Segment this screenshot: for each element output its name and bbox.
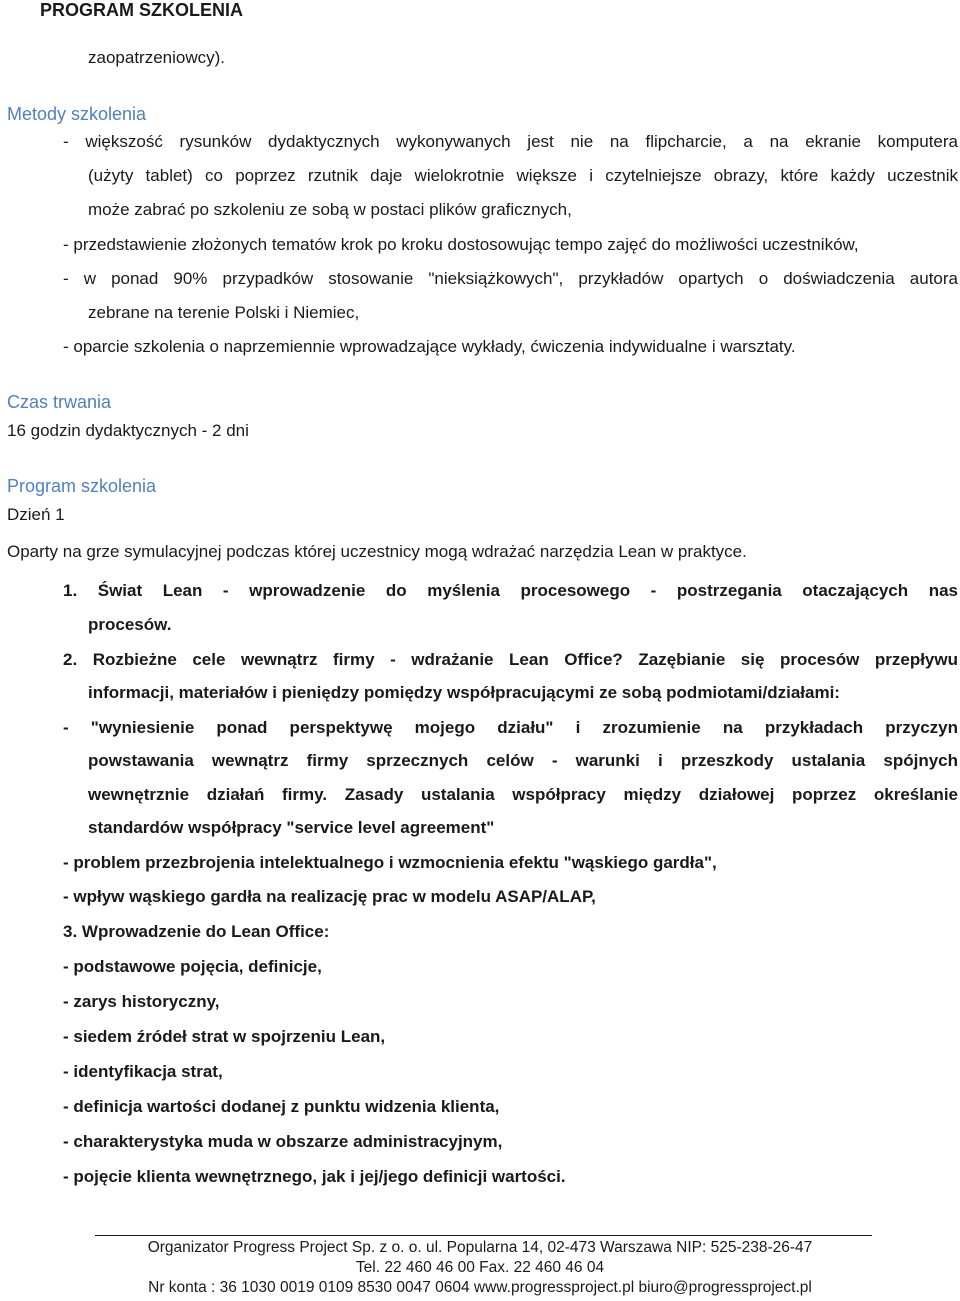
- program-point-3-item: - definicja wartości dodanej z punktu widzenia klienta,: [63, 1097, 500, 1116]
- program-point-3-title: 3. Wprowadzenie do Lean Office:: [63, 922, 330, 941]
- program-intro: Oparty na grze symulacyjnej podczas której uczestnicy mogą wdrażać narzędzia Lean w praktyce.: [7, 542, 747, 561]
- footer-phone-line: Tel. 22 460 46 00 Fax. 22 460 46 04: [355, 1259, 605, 1276]
- program-point-3-item: - zarys historyczny,: [63, 992, 220, 1011]
- program-point-3-item: - charakterystyka muda w obszarze administracyjnym,: [63, 1132, 503, 1151]
- program-day-label: Dzień 1: [7, 505, 65, 524]
- methods-item-1-line-3: może zabrać po szkoleniu ze sobą w postaci plików graficznych,: [88, 200, 572, 219]
- program-point-3-item: - podstawowe pojęcia, definicje,: [63, 957, 322, 976]
- program-point-2-sub-1-line-2: powstawania wewnątrz firmy sprzecznych celów - warunki i przeszkody ustalania spójnych: [88, 751, 958, 770]
- program-point-3-item: - pojęcie klienta wewnętrznego, jak i jej/jego definicji wartości.: [63, 1167, 566, 1186]
- intro-tail-text: zaopatrzeniowcy).: [88, 48, 226, 67]
- footer-divider: [95, 1235, 872, 1236]
- program-point-2-line-2: informacji, materiałów i pieniędzy pomiędzy współpracującymi ze sobą podmiotami/działami:: [88, 683, 840, 702]
- methods-heading: Metody szkolenia: [7, 104, 147, 124]
- footer-account-line: Nr konta : 36 1030 0019 0109 8530 0047 0604 www.progressproject.pl biuro@progressproject.pl: [148, 1279, 812, 1296]
- footer-organizer-line: Organizator Progress Project Sp. z o. o. ul. Popularna 14, 02-473 Warszawa NIP: 525-238-26-47: [147, 1239, 813, 1256]
- program-point-2-sub-1-line-3: wewnętrznie działań firmy. Zasady ustalania współpracy między działowej poprzez określanie: [88, 785, 958, 804]
- program-point-2-sub-1-line-1: - "wyniesienie ponad perspektywę mojego działu" i zrozumienie na przykładach przyczyn: [63, 718, 958, 737]
- duration-value: 16 godzin dydaktycznych - 2 dni: [7, 421, 249, 440]
- program-point-2-sub-3: - wpływ wąskiego gardła na realizację prac w modelu ASAP/ALAP,: [63, 887, 596, 906]
- program-point-1-line-2: procesów.: [88, 615, 172, 634]
- program-point-3-item: - siedem źródeł strat w spojrzeniu Lean,: [63, 1027, 386, 1046]
- program-point-2-sub-2: - problem przezbrojenia intelektualnego i wzmocnienia efektu "wąskiego gardła",: [63, 853, 717, 872]
- methods-item-4: - oparcie szkolenia o naprzemiennie wprowadzające wykłady, ćwiczenia indywidualne i warsztaty.: [63, 337, 796, 356]
- program-point-3-item: - identyfikacja strat,: [63, 1062, 223, 1081]
- methods-item-3-line-1: - w ponad 90% przypadków stosowanie "nieksiążkowych", przykładów opartych o doświadczenia autora: [63, 269, 958, 288]
- document-header-title: PROGRAM SZKOLENIA: [40, 0, 244, 20]
- methods-item-2: - przedstawienie złożonych tematów krok po kroku dostosowując tempo zajęć do możliwości uczestników,: [63, 235, 859, 254]
- methods-item-3-line-2: zebrane na terenie Polski i Niemiec,: [88, 303, 360, 322]
- duration-heading: Czas trwania: [7, 392, 112, 412]
- methods-item-1-line-2: (użyty tablet) co poprzez rzutnik daje wielokrotnie większe i czytelniejsze obrazy, które każdy uczestnik: [88, 166, 958, 185]
- program-heading: Program szkolenia: [7, 476, 157, 496]
- program-point-2-line-1: 2. Rozbieżne cele wewnątrz firmy - wdrażanie Lean Office? Zazębianie się procesów przepływu: [63, 650, 958, 669]
- program-point-1-line-1: 1. Świat Lean - wprowadzenie do myślenia procesowego - postrzegania otaczających nas: [63, 581, 958, 600]
- program-point-2-sub-1-line-4: standardów współpracy "service level agreement": [88, 818, 495, 837]
- methods-item-1-line-1: - większość rysunków dydaktycznych wykonywanych jest nie na flipcharcie, a na ekranie komputera: [63, 132, 958, 151]
